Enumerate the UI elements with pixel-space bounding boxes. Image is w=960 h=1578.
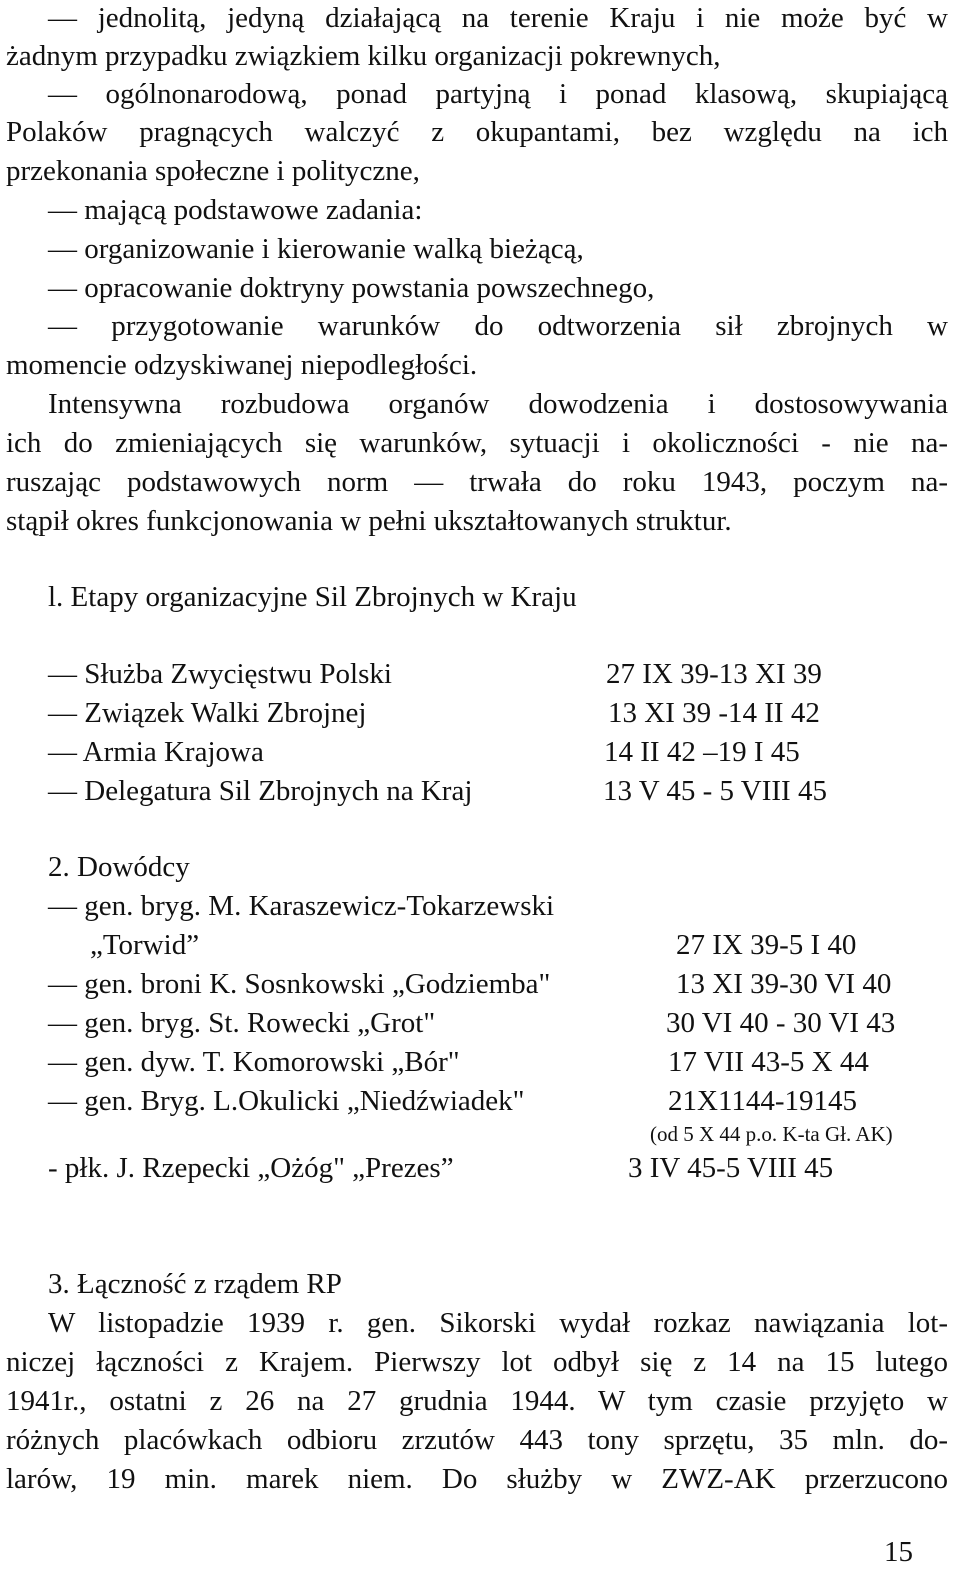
text-line: ruszając podstawowych norm — trwała do roku 1943, poczym na-	[6, 466, 948, 498]
text-line: żadnym przypadku związkiem kilku organizacji pokrewnych,	[6, 40, 721, 72]
org-dates: 14 II 42 –19 I 45	[604, 736, 800, 768]
commander-dates: 13 XI 39-30 VI 40	[676, 968, 892, 1000]
text-line: momencie odzyskiwanej niepodległości.	[6, 349, 478, 381]
text-line: — przygotowanie warunków do odtworzenia sił zbrojnych w	[48, 310, 948, 342]
text-line: przekonania społeczne i polityczne,	[6, 155, 420, 187]
text-line: ich do zmieniających się warunków, sytuacji i okoliczności - nie na-	[6, 427, 948, 459]
org-dates: 27 IX 39-13 XI 39	[606, 658, 822, 690]
text-line: larów, 19 min. marek niem. Do służby w ZWZ-AK przerzucono	[6, 1463, 948, 1495]
text-line: 1941r., ostatni z 26 na 27 grudnia 1944. W tym czasie przyjęto w	[6, 1385, 948, 1417]
page-number: 15	[884, 1536, 913, 1568]
commander-name: „Torwid”	[90, 929, 200, 961]
text-line: W listopadzie 1939 r. gen. Sikorski wydał rozkaz nawiązania lot-	[48, 1307, 948, 1339]
section-heading: 3. Łączność z rządem RP	[48, 1268, 342, 1300]
commander-dates: 17 VII 43-5 X 44	[668, 1046, 869, 1078]
text-line: stąpił okres funkcjonowania w pełni ukształtowanych struktur.	[6, 505, 732, 537]
section-heading: l. Etapy organizacyjne Sil Zbrojnych w Kraju	[48, 581, 577, 613]
text-line: — ogólnonarodową, ponad partyjną i ponad klasową, skupiającą	[48, 78, 948, 110]
commander-dates: 3 IV 45-5 VIII 45	[628, 1152, 834, 1184]
org-dates: 13 XI 39 -14 II 42	[608, 697, 820, 729]
commander-dates: 21X1144-19145	[668, 1085, 858, 1117]
commander-note: (od 5 X 44 p.o. K-ta Gł. AK)	[650, 1122, 893, 1146]
commander-dates: 30 VI 40 - 30 VI 43	[666, 1007, 896, 1039]
text-line: niczej łączności z Krajem. Pierwszy lot odbył się z 14 na 15 lutego	[6, 1346, 948, 1378]
text-line: — jednolitą, jedyną działającą na terenie Kraju i nie może być w	[48, 2, 948, 34]
text-line: — opracowanie doktryny powstania powszechnego,	[48, 272, 655, 304]
commander-name: — gen. broni K. Sosnkowski „Godziemba"	[48, 968, 551, 1000]
text-line: — mającą podstawowe zadania:	[48, 194, 423, 226]
commander-name: — gen. dyw. T. Komorowski „Bór"	[48, 1046, 460, 1078]
commander-name: — gen. Bryg. L.Okulicki „Niedźwiadek"	[48, 1085, 525, 1117]
text-line: Polaków pragnących walczyć z okupantami, bez względu na ich	[6, 116, 948, 148]
org-name: — Związek Walki Zbrojnej	[48, 697, 367, 729]
org-name: — Delegatura Sil Zbrojnych na Kraj	[48, 775, 473, 807]
org-name: — Służba Zwycięstwu Polski	[48, 658, 392, 690]
text-line: Intensywna rozbudowa organów dowodzenia i dostosowywania	[48, 388, 948, 420]
section-heading: 2. Dowódcy	[48, 851, 190, 883]
text-line: — organizowanie i kierowanie walką bieżącą,	[48, 233, 584, 265]
text-line: różnych placówkach odbioru zrzutów 443 tony sprzętu, 35 mln. do-	[6, 1424, 948, 1456]
commander-name: — gen. bryg. St. Rowecki „Grot"	[48, 1007, 436, 1039]
org-dates: 13 V 45 - 5 VIII 45	[603, 775, 827, 807]
commander-name: - płk. J. Rzepecki „Ożóg" „Prezes”	[48, 1152, 454, 1184]
commander-dates: 27 IX 39-5 I 40	[676, 929, 857, 961]
commander-name: — gen. bryg. M. Karaszewicz-Tokarzewski	[48, 890, 555, 922]
org-name: — Armia Krajowa	[48, 736, 264, 768]
